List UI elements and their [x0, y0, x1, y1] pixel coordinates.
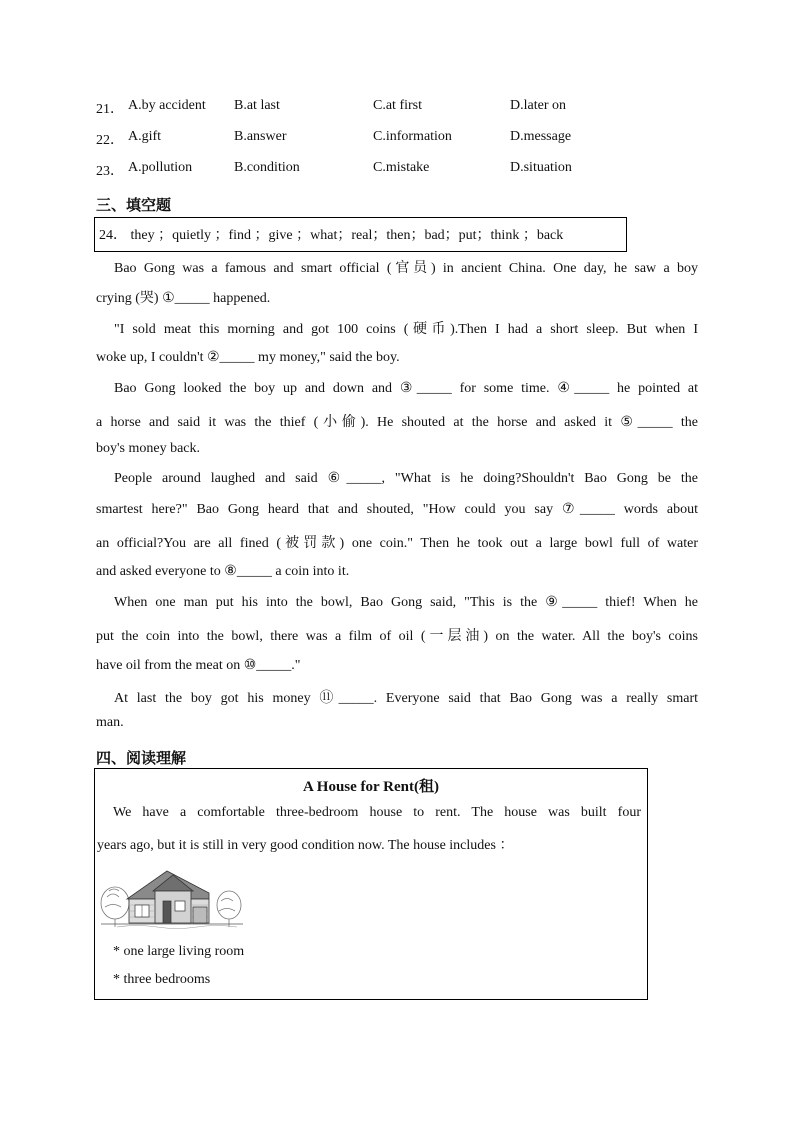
option-b: B.answer — [234, 129, 287, 144]
passage-line: "I sold meat this morning and got 100 coins (硬币).Then I had a short sleep. But when I — [114, 322, 698, 337]
ad-text-line: years ago, but it is still in very good condition now. The house includes ： — [97, 838, 514, 853]
option-d: D.later on — [510, 98, 566, 113]
passage-line: When one man put his into the bowl, Bao Gong said, "This is the ⑨_____ thief! When he — [114, 595, 698, 610]
passage-line: boy's money back. — [96, 441, 201, 456]
house-rent-ad — [94, 768, 648, 1000]
word-bank-text: 24． they ；quietly ；find ；give ；what；real；then；bad；put；think ；back — [99, 228, 564, 243]
option-a: A.pollution — [128, 160, 193, 175]
option-d: D.message — [510, 129, 572, 144]
option-b: B.condition — [234, 160, 300, 175]
option-d: D.situation — [510, 160, 572, 175]
ad-list-item: * three bedrooms — [113, 972, 211, 987]
section-heading-fill-in: 三、填空题 — [96, 196, 172, 214]
passage-line: At last the boy got his money ⑪_____. Everyone said that Bao Gong was a really smart — [114, 691, 698, 706]
passage-line: Bao Gong looked the boy up and down and ③_____ for some time. ④_____ he pointed at — [114, 381, 698, 396]
passage-line: Bao Gong was a famous and smart official (官员) in ancient China. One day, he saw a boy — [114, 261, 698, 276]
option-a: A.gift — [128, 129, 162, 144]
question-number: 22． — [96, 133, 124, 148]
question-22 — [0, 129, 794, 149]
house-illustration — [97, 863, 247, 931]
passage-line: an official?You are all fined (被罚款) one coin." Then he took out a large bowl full of water — [96, 536, 698, 551]
passage-line: and asked everyone to ⑧_____ a coin into it. — [96, 564, 350, 579]
passage-line: put the coin into the bowl, there was a film of oil (一层油) on the water. All the boy's coins — [96, 629, 698, 644]
passage-line: People around laughed and said ⑥_____, "What is he doing?Shouldn't Bao Gong be the — [114, 471, 698, 486]
option-b: B.at last — [234, 98, 280, 113]
option-c: C.mistake — [373, 160, 430, 175]
question-21 — [0, 98, 794, 118]
question-number: 23． — [96, 164, 124, 179]
option-a: A.by accident — [128, 98, 206, 113]
option-c: C.information — [373, 129, 452, 144]
passage-line: have oil from the meat on ⑩_____." — [96, 658, 301, 673]
option-c: C.at first — [373, 98, 422, 113]
section-heading-reading: 四、阅读理解 — [96, 749, 187, 767]
passage-line: woke up, I couldn't ②_____ my money," said the boy. — [96, 350, 400, 365]
ad-list-item: * one large living room — [113, 944, 245, 959]
passage-line: crying (哭) ①_____ happened. — [96, 291, 271, 306]
word-bank-box — [94, 217, 627, 252]
ad-title: A House for Rent(租) — [303, 779, 439, 795]
passage-line: smartest here?" Bao Gong heard that and shouted, "How could you say ⑦_____ words about — [96, 502, 698, 517]
question-23 — [0, 160, 794, 180]
passage-line: man. — [96, 715, 124, 730]
question-number: 21． — [96, 102, 124, 117]
passage-line: a horse and said it was the thief (小偷). He shouted at the horse and asked it ⑤_____ the — [96, 415, 698, 430]
ad-text-line: We have a comfortable three-bedroom house to rent. The house was built four — [113, 805, 641, 820]
